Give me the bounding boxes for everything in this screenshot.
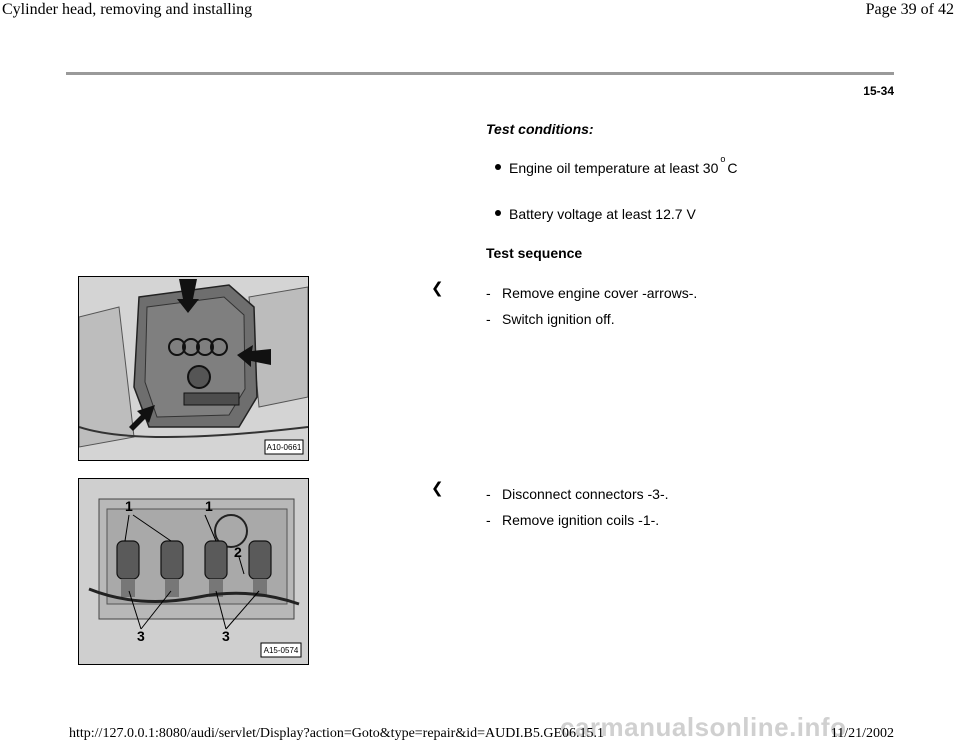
degree-icon: o	[720, 154, 726, 164]
step-text: Disconnect connectors -3-.	[502, 486, 669, 502]
chevron-left-icon: ❮	[431, 280, 444, 297]
bullet-icon	[495, 210, 501, 216]
ignition-coils-illustration	[79, 479, 308, 664]
figure-code-label: A15-0574	[263, 646, 299, 655]
step-line: - Remove engine cover -arrows-.	[486, 285, 698, 301]
step-text: Switch ignition off.	[502, 311, 615, 327]
test-conditions-title: Test conditions:	[486, 121, 594, 137]
engine-cover-figure	[78, 276, 309, 461]
watermark: carmanualsonline.info	[560, 712, 847, 742]
step-line: - Switch ignition off.	[486, 311, 615, 327]
condition-text: Engine oil temperature at least 30	[509, 160, 719, 176]
step-line: - Remove ignition coils -1-.	[486, 512, 660, 528]
test-sequence-title: Test sequence	[486, 245, 583, 261]
page-number: 15-34	[863, 84, 894, 98]
figure-code-label: A10-0661	[266, 443, 302, 452]
engine-cover-illustration	[79, 277, 308, 460]
document-title: Cylinder head, removing and installing	[2, 1, 253, 18]
footer-date: 11/21/2002	[830, 726, 894, 741]
callout-label: 1	[125, 498, 133, 514]
step-text: Remove engine cover -arrows-.	[502, 285, 698, 301]
callout-label: 3	[222, 628, 230, 644]
condition-text: Battery voltage at least 12.7 V	[509, 206, 696, 222]
condition-unit: C	[727, 160, 738, 176]
bullet-icon	[495, 164, 501, 170]
step-line: - Disconnect connectors -3-.	[486, 486, 669, 502]
footer-url[interactable]: http://127.0.0.1:8080/audi/servlet/Display?action=Goto&type=repair&id=AUDI.B5.GE06.15.1	[69, 726, 604, 741]
ignition-coils-figure	[78, 478, 309, 665]
step-text: Remove ignition coils -1-.	[502, 512, 660, 528]
callout-label: 3	[137, 628, 145, 644]
header-rule	[66, 72, 894, 75]
condition-item	[495, 154, 738, 176]
condition-item	[495, 206, 696, 222]
callout-label: 2	[234, 544, 242, 560]
chevron-left-icon: ❮	[431, 480, 444, 497]
page-indicator: Page 39 of 42	[865, 1, 954, 18]
callout-label: 1	[205, 498, 213, 514]
